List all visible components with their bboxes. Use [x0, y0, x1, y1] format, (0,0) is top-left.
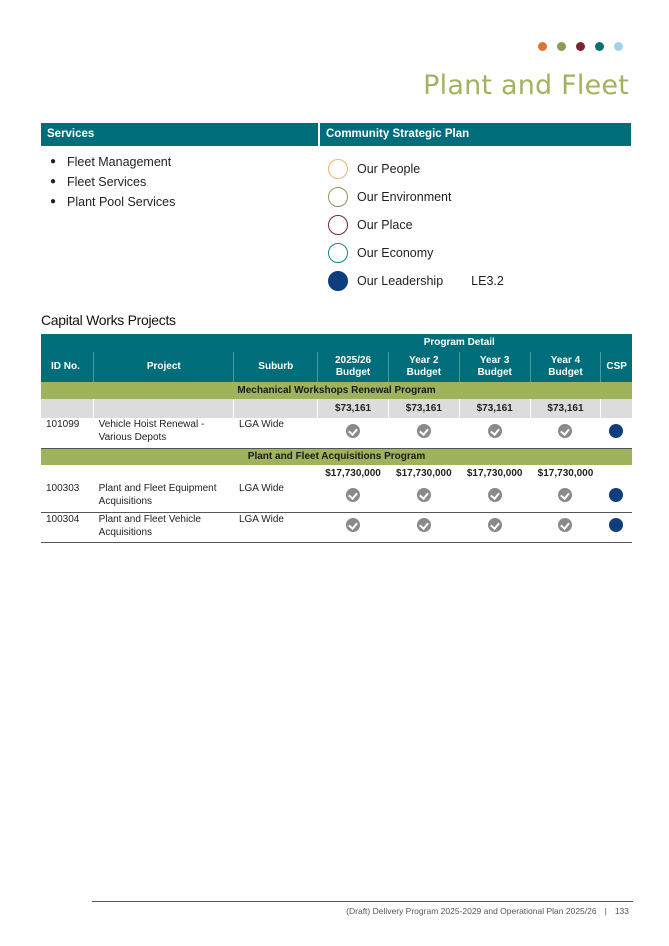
program-name: Mechanical Workshops Renewal Program: [41, 382, 632, 399]
project-suburb: LGA Wide: [234, 512, 318, 542]
check-circle-icon: [417, 424, 431, 438]
col-year3-budget: Year 3 Budget: [459, 352, 530, 382]
csp-circle-icon: [328, 187, 348, 207]
check-circle-icon: [558, 518, 572, 532]
project-name: Plant and Fleet Equipment Acquisitions: [94, 482, 234, 512]
project-name: Plant and Fleet Vehicle Acquisitions: [94, 512, 234, 542]
leadership-dot-icon: [609, 488, 623, 502]
footer: [346, 906, 629, 916]
check-circle-icon: [558, 488, 572, 502]
bullet-icon: ●: [50, 176, 57, 187]
check-circle-icon: [488, 424, 502, 438]
program-totals-row: [41, 399, 632, 418]
program-total: $73,161: [459, 399, 530, 418]
dot-icon: [538, 42, 547, 51]
col-id: ID No.: [41, 352, 94, 382]
col-year4-budget: Year 4 Budget: [530, 352, 601, 382]
program-total: $73,161: [530, 399, 601, 418]
csp-circle-icon: [328, 215, 348, 235]
program-total: $73,161: [388, 399, 459, 418]
project-id: 101099: [41, 418, 94, 448]
csp-heading: Community Strategic Plan: [326, 128, 470, 140]
csp-code: LE3.2: [471, 274, 504, 288]
bullet-icon: ●: [50, 196, 57, 207]
program-row: [41, 382, 632, 399]
csp-item: [328, 239, 504, 267]
program-total: $17,730,000: [318, 465, 389, 482]
check-circle-icon: [488, 518, 502, 532]
program-total: $73,161: [318, 399, 389, 418]
services-heading: Services: [41, 123, 320, 146]
capital-works-table: [41, 334, 632, 543]
page-number: 133: [614, 906, 629, 916]
check-circle-icon: [488, 488, 502, 502]
csp-item: [328, 267, 504, 295]
program-name: Plant and Fleet Acquisitions Program: [41, 448, 632, 465]
project-id: 100304: [41, 512, 94, 542]
project-name: Vehicle Hoist Renewal - Various Depots: [94, 418, 234, 448]
program-totals-row: [41, 465, 632, 482]
service-item: ● Fleet Management: [50, 155, 172, 169]
csp-item: [328, 183, 504, 211]
table-row: [41, 418, 632, 448]
capital-works-title: Capital Works Projects: [41, 312, 176, 328]
leadership-dot-icon: [609, 424, 623, 438]
leadership-dot-icon: [609, 518, 623, 532]
check-circle-icon: [558, 424, 572, 438]
dot-icon: [614, 42, 623, 51]
decorative-dots: [538, 42, 623, 51]
project-suburb: LGA Wide: [234, 482, 318, 512]
col-2025-26-budget: 2025/26 Budget: [318, 352, 389, 382]
check-circle-icon: [346, 488, 360, 502]
col-csp: CSP: [601, 352, 632, 382]
footer-separator: |: [604, 906, 607, 916]
csp-label: Our People: [357, 162, 421, 176]
check-circle-icon: [417, 518, 431, 532]
service-item: ● Fleet Services: [50, 175, 147, 189]
project-id: 100303: [41, 482, 94, 512]
dot-icon: [595, 42, 604, 51]
col-year2-budget: Year 2 Budget: [388, 352, 459, 382]
csp-list: [328, 155, 504, 295]
csp-label: Our Leadership: [357, 274, 444, 288]
footer-rule: [92, 901, 633, 902]
program-detail-header: Program Detail: [318, 334, 601, 352]
csp-item: [328, 155, 504, 183]
csp-label: Our Environment: [357, 190, 452, 204]
program-total: $17,730,000: [388, 465, 459, 482]
csp-circle-icon: [328, 243, 348, 263]
col-suburb: Suburb: [234, 352, 318, 382]
check-circle-icon: [346, 518, 360, 532]
program-total: $17,730,000: [530, 465, 601, 482]
table-row: [41, 512, 632, 542]
csp-circle-icon: [328, 271, 348, 291]
services-header-bar: [41, 123, 631, 146]
program-row: [41, 448, 632, 465]
page-title: Plant and Fleet: [423, 70, 629, 101]
services-list: [50, 152, 175, 212]
col-project: Project: [94, 352, 234, 382]
table-row: [41, 482, 632, 512]
csp-label: Our Economy: [357, 246, 434, 260]
service-item: ● Plant Pool Services: [50, 195, 176, 209]
bullet-icon: ●: [50, 156, 57, 167]
csp-circle-icon: [328, 159, 348, 179]
dot-icon: [576, 42, 585, 51]
dot-icon: [557, 42, 566, 51]
csp-label: Our Place: [357, 218, 413, 232]
csp-item: [328, 211, 504, 239]
check-circle-icon: [417, 488, 431, 502]
program-total: $17,730,000: [459, 465, 530, 482]
footer-title: (Draft) Delivery Program 2025-2029 and Operational Plan 2025/26: [346, 906, 597, 916]
project-suburb: LGA Wide: [234, 418, 318, 448]
check-circle-icon: [346, 424, 360, 438]
